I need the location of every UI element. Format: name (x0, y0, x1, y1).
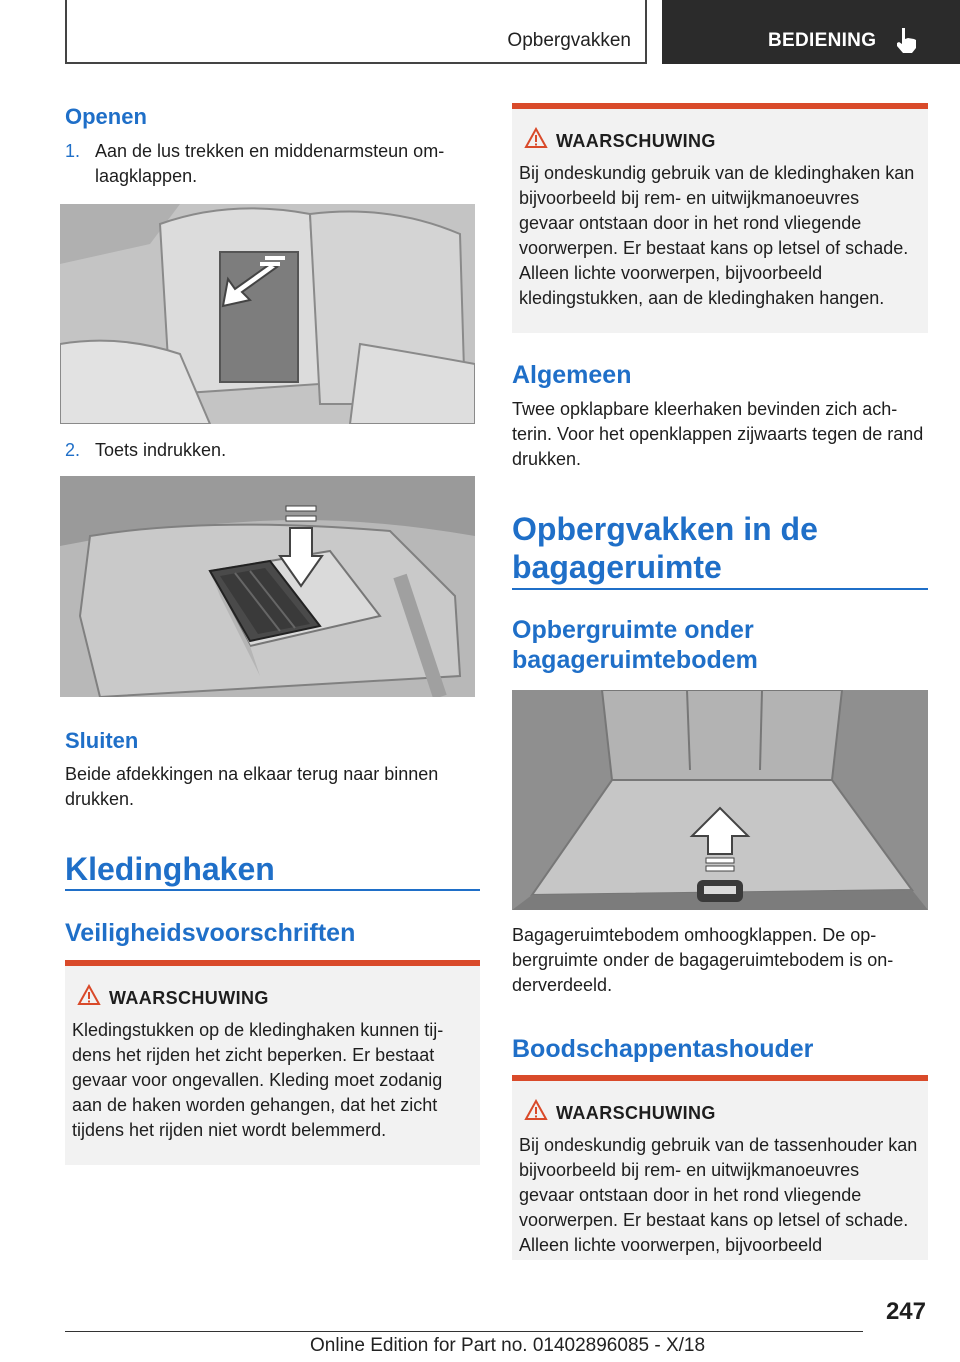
page-number: 247 (885, 1298, 926, 1325)
warning-text: Bij ondeskundig gebruik van de kledinghaken kan bijvoorbeeld bij rem- en uitwijkmanoeuvres gevaar ontstaan door in het rond vliegende voorwerpen. Er bestaat kans op letsel of schade. Alleen lichte voorwerpen, bijvoorbeeld kledingstukken, aan de kledinghaken hangen. (519, 163, 915, 308)
header-section-title: Opbergvakken (507, 30, 631, 51)
sluiten-text: Beide afdekkingen na elkaar terug naar binnen drukken. (65, 764, 439, 809)
warning-label: WAARSCHUWING (556, 1103, 716, 1123)
step-1-text: Aan de lus trekken en middenarmsteun omlaagklappen. (95, 141, 445, 186)
header-chapter-box (662, 0, 960, 64)
warning-box-kledinghaken (65, 960, 480, 1165)
warning-label: WAARSCHUWING (556, 131, 716, 151)
header-section-box (65, 0, 647, 64)
armrest-button-photo (60, 476, 475, 697)
opbergvakken-rule (512, 588, 928, 590)
openen-heading: Openen (65, 104, 147, 129)
algemeen-text: Twee opklapbare kleerhaken bevinden zich achterin. Voor het openklappen zijwaarts tegen de rand drukken. (512, 399, 924, 469)
armrest-pull-photo (60, 204, 475, 424)
warning-label: WAARSCHUWING (109, 988, 269, 1008)
step-1-number: 1. (65, 141, 81, 161)
opbergvakken-bagageruimte-heading: Opbergvakken in de bagageruimte (512, 511, 818, 585)
sluiten-heading: Sluiten (65, 728, 139, 753)
header-chapter-title: BEDIENING (768, 30, 877, 51)
algemeen-heading: Algemeen (512, 361, 632, 389)
warning-box-tassenhouder (512, 1075, 928, 1260)
onder-text: Bagageruimtebodem omhoogklappen. De opbergruimte onder de bagageruimtebodem is onderverdeeld. (512, 925, 894, 995)
kledinghaken-rule (65, 889, 480, 891)
footer-edition: Online Edition for Part no. 01402896085 - X/18 (310, 1335, 706, 1356)
pointing-hand-icon (894, 26, 920, 54)
warning-triangle-icon (77, 984, 101, 1006)
warning-text: Kledingstukken op de kledinghaken kunnen tijdens het rijden het zicht beperken. Er bestaat gevaar voor ongevallen. Kleding moet zodanig aan de haken worden gehangen, dat het zicht tijdens het rijden niet wordt belemmerd. (72, 1020, 444, 1140)
warning-triangle-icon (524, 1099, 548, 1121)
veiligheid-heading: Veiligheidsvoorschriften (65, 919, 356, 947)
footer-rule (65, 1331, 863, 1332)
kledinghaken-heading: Kledinghaken (65, 851, 275, 887)
warning-text: Bij ondeskundig gebruik van de tassenhouder kan bijvoorbeeld bij rem- en uitwijkmanoeuvres gevaar ontstaan door in het rond vliegende voorwerpen. Er bestaat kans op letsel of schade. Alleen lichte voorwerpen, bijvoorbeeld (519, 1135, 918, 1255)
step-2-text: Toets indrukken. (95, 440, 227, 460)
boodschappentashouder-heading: Boodschappentashouder (512, 1035, 814, 1063)
warning-triangle-icon (524, 127, 548, 149)
luggage-floor-photo (512, 690, 928, 910)
opbergruimte-onder-heading: Opbergruimte onder bagageruimtebodem (512, 616, 758, 674)
step-2-number: 2. (65, 440, 81, 460)
warning-box-kledinghaken-use (512, 103, 928, 333)
